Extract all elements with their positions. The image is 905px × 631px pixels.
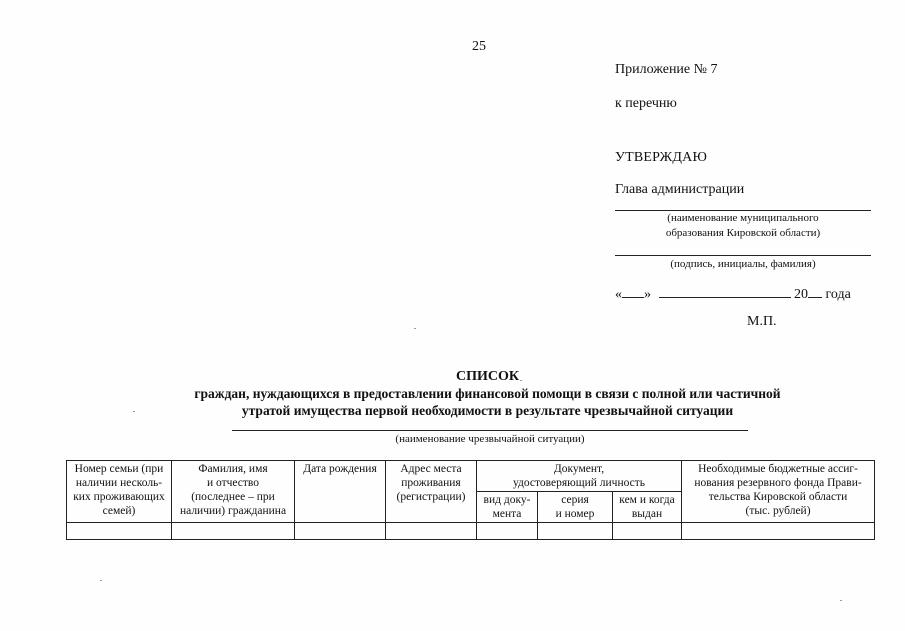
month-blank bbox=[659, 285, 791, 298]
table-cell bbox=[67, 523, 172, 540]
appendix-label: Приложение № 7 bbox=[615, 62, 718, 77]
list-reference: к перечню bbox=[615, 96, 677, 111]
stamp-place: М.П. bbox=[747, 314, 777, 329]
title-line-1: граждан, нуждающихся в предоставлении финансовой помощи в связи с полной или частичной bbox=[194, 386, 781, 401]
header-identity-document: Документ, удостоверяющий личность bbox=[477, 461, 682, 492]
approval-date-row bbox=[615, 285, 851, 303]
header-birth-date: Дата рождения bbox=[295, 461, 386, 523]
header-document-type: вид доку- мента bbox=[477, 492, 538, 523]
signature-caption: (подпись, инициалы, фамилия) bbox=[670, 258, 816, 270]
scan-speck bbox=[100, 580, 102, 581]
scan-speck bbox=[414, 328, 416, 329]
table-cell bbox=[477, 523, 538, 540]
signature-line bbox=[615, 255, 871, 256]
day-blank bbox=[622, 285, 644, 298]
municipality-caption-line-2: образования Кировской области) bbox=[665, 227, 821, 239]
page-number: 25 bbox=[472, 39, 486, 54]
document-title bbox=[60, 368, 905, 419]
approve-heading: УТВЕРЖДАЮ bbox=[615, 150, 708, 165]
date-suffix: года bbox=[825, 287, 851, 302]
year-blank bbox=[808, 285, 822, 298]
date-quote-close: » bbox=[644, 287, 651, 302]
table-cell bbox=[386, 523, 477, 540]
emergency-caption: (наименование чрезвычайной ситуации) bbox=[395, 433, 585, 445]
title-main: СПИСОК bbox=[455, 369, 520, 384]
date-quote-open: « bbox=[615, 287, 622, 302]
head-title: Глава администрации bbox=[615, 182, 745, 197]
emergency-name-line bbox=[232, 430, 748, 431]
header-address: Адрес места проживания (регистрации) bbox=[386, 461, 477, 523]
municipality-caption-line-1: (наименование муниципального bbox=[667, 212, 819, 224]
table-row bbox=[67, 523, 875, 540]
header-family-number: Номер семьи (при наличии несколь- ких проживающих семей) bbox=[67, 461, 172, 523]
table-cell bbox=[682, 523, 875, 540]
header-issued-by: кем и когда выдан bbox=[613, 492, 682, 523]
scan-speck bbox=[520, 380, 522, 381]
header-full-name: Фамилия, имя и отчество (последнее – при наличии) гражданина bbox=[172, 461, 295, 523]
table-cell bbox=[538, 523, 613, 540]
scan-speck bbox=[133, 411, 135, 412]
date-year: 20 bbox=[794, 287, 808, 302]
table-cell bbox=[295, 523, 386, 540]
municipality-caption bbox=[615, 211, 871, 241]
table-cell bbox=[613, 523, 682, 540]
header-series-number: серия и номер bbox=[538, 492, 613, 523]
header-budget-funds: Необходимые бюджетные ассиг- нования резервного фонда Прави- тельства Кировской области (тыс. рублей) bbox=[682, 461, 875, 523]
table-cell bbox=[172, 523, 295, 540]
title-line-2: утратой имущества первой необходимости в результате чрезвычайной ситуации bbox=[241, 403, 734, 418]
citizens-table bbox=[66, 460, 875, 540]
scan-speck bbox=[840, 600, 842, 601]
